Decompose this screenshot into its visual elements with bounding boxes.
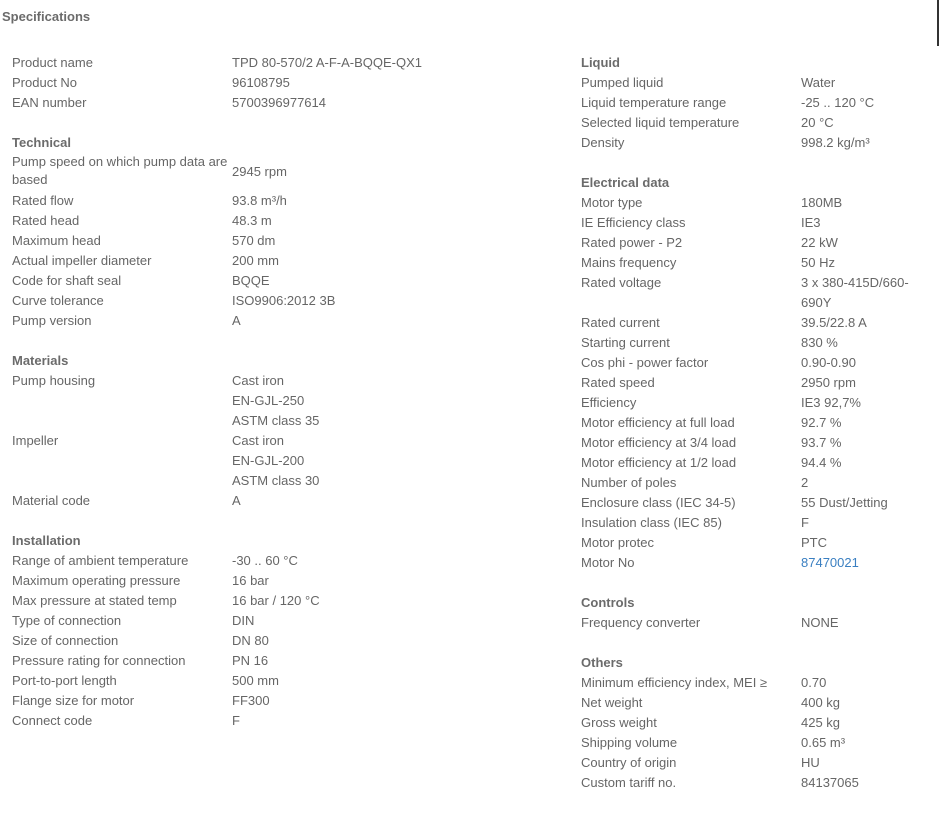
spec-label: Motor efficiency at 3/4 load <box>581 435 737 450</box>
spec-row <box>12 711 562 731</box>
spec-row <box>12 231 562 251</box>
spec-label: Frequency converter <box>581 615 701 630</box>
spec-label: Port-to-port length <box>12 673 117 688</box>
spec-label: Cos phi - power factor <box>581 355 709 370</box>
spec-row <box>12 651 562 671</box>
spec-value: 20 °C <box>801 115 834 130</box>
spec-row <box>581 613 939 633</box>
spec-value: 84137065 <box>801 775 859 790</box>
materials-title: Materials <box>12 353 69 368</box>
spec-row-material-code <box>12 491 562 511</box>
spec-value: PTC <box>801 535 827 550</box>
spec-value: 830 % <box>801 335 838 350</box>
spec-value: FF300 <box>232 693 270 708</box>
spec-row <box>581 393 939 413</box>
spec-value: 0.65 m³ <box>801 735 846 750</box>
spec-row <box>581 333 939 353</box>
technical-section <box>12 133 562 331</box>
spec-row <box>581 533 939 553</box>
spec-value: 425 kg <box>801 715 841 730</box>
others-title: Others <box>581 655 623 670</box>
spec-row-pump-housing <box>12 371 562 431</box>
spec-label: Pump housing <box>12 373 96 388</box>
spec-label: Material code <box>12 493 91 508</box>
spec-row <box>581 713 939 733</box>
spec-label: Flange size for motor <box>12 693 135 708</box>
spec-value: F <box>801 515 809 530</box>
spec-value-line: Cast iron <box>232 433 285 448</box>
spec-value: 200 mm <box>232 253 279 268</box>
spec-value: 22 kW <box>801 235 838 250</box>
spec-value-line: EN-GJL-200 <box>232 453 305 468</box>
spec-row <box>581 353 939 373</box>
spec-value: TPD 80-570/2 A-F-A-BQQE-QX1 <box>232 55 423 70</box>
spec-label: Curve tolerance <box>12 293 104 308</box>
spec-label: Product No <box>12 75 78 90</box>
spec-value-line: EN-GJL-250 <box>232 393 305 408</box>
spec-row <box>581 693 939 713</box>
spec-label: Number of poles <box>581 475 677 490</box>
spec-value: IE3 <box>801 215 821 230</box>
spec-row <box>12 73 562 93</box>
page-title: Specifications <box>2 9 91 24</box>
spec-row-motor-no <box>581 553 939 573</box>
spec-value: ISO9906:2012 3B <box>232 293 336 308</box>
electrical-section <box>581 173 939 573</box>
spec-row <box>581 213 939 233</box>
spec-label: Starting current <box>581 335 670 350</box>
spec-value: Water <box>801 75 836 90</box>
spec-label: Enclosure class (IEC 34-5) <box>581 495 736 510</box>
spec-row <box>12 551 562 571</box>
left-column <box>12 53 562 751</box>
spec-row <box>12 291 562 311</box>
spec-value: 400 kg <box>801 695 841 710</box>
spec-label: Range of ambient temperature <box>12 553 189 568</box>
spec-row <box>581 413 939 433</box>
spec-label: Minimum efficiency index, MEI ≥ <box>581 675 768 690</box>
spec-label: Code for shaft seal <box>12 273 122 288</box>
spec-value: 998.2 kg/m³ <box>801 135 870 150</box>
spec-value: IE3 92,7% <box>801 395 861 410</box>
spec-value: DN 80 <box>232 633 269 648</box>
spec-value: 2950 rpm <box>801 375 856 390</box>
spec-row <box>581 433 939 453</box>
spec-label: Size of connection <box>12 633 119 648</box>
spec-label: Connect code <box>12 713 93 728</box>
controls-section <box>581 593 939 633</box>
spec-label: Liquid temperature range <box>581 95 727 110</box>
spec-value: F <box>232 713 240 728</box>
spec-label: Motor type <box>581 195 643 210</box>
spec-row <box>12 611 562 631</box>
spec-row <box>12 53 562 73</box>
spec-label: Insulation class (IEC 85) <box>581 515 722 530</box>
spec-label: Rated speed <box>581 375 655 390</box>
spec-label: EAN number <box>12 95 87 110</box>
spec-row <box>581 373 939 393</box>
liquid-section <box>581 53 939 153</box>
spec-row <box>12 271 562 291</box>
spec-label: Motor efficiency at full load <box>581 415 735 430</box>
spec-value: 2945 rpm <box>232 164 287 179</box>
spec-label: Type of connection <box>12 613 122 628</box>
spec-value-line: ASTM class 35 <box>232 413 320 428</box>
spec-label: Max pressure at stated temp <box>12 593 177 608</box>
spec-label: Rated voltage <box>581 275 662 290</box>
spec-value: 48.3 m <box>232 213 272 228</box>
spec-value: 16 bar <box>232 573 269 588</box>
spec-row <box>12 191 562 211</box>
spec-value: 3 x 380-415D/660-690Y <box>801 275 909 310</box>
spec-row <box>12 691 562 711</box>
spec-value: 92.7 % <box>801 415 842 430</box>
spec-row <box>581 733 939 753</box>
spec-row <box>12 571 562 591</box>
spec-label: IE Efficiency class <box>581 215 686 230</box>
spec-label: Shipping volume <box>581 735 678 750</box>
spec-row <box>581 773 939 793</box>
motor-no-link[interactable]: 87470021 <box>801 555 859 570</box>
spec-value: PN 16 <box>232 653 269 668</box>
spec-label: Net weight <box>581 695 643 710</box>
spec-row <box>581 113 939 133</box>
spec-label: Mains frequency <box>581 255 677 270</box>
spec-value: NONE <box>801 615 839 630</box>
spec-value: 2 <box>801 475 809 490</box>
spec-row <box>12 93 562 113</box>
spec-value: 94.4 % <box>801 455 842 470</box>
electrical-title: Electrical data <box>581 175 670 190</box>
spec-label: Selected liquid temperature <box>581 115 740 130</box>
spec-row-pump-speed <box>12 153 562 191</box>
spec-row <box>581 93 939 113</box>
spec-row <box>12 591 562 611</box>
spec-row <box>581 73 939 93</box>
spec-value: A <box>232 493 241 508</box>
spec-value: 93.7 % <box>801 435 842 450</box>
spec-label: Rated flow <box>12 193 74 208</box>
spec-value: 180MB <box>801 195 843 210</box>
spec-label: Efficiency <box>581 395 637 410</box>
spec-value: 500 mm <box>232 673 279 688</box>
spec-row <box>581 273 939 313</box>
spec-label: Gross weight <box>581 715 657 730</box>
spec-row <box>12 671 562 691</box>
installation-title: Installation <box>12 533 81 548</box>
spec-label: Pump speed on which pump data are based <box>12 154 228 187</box>
spec-label: Country of origin <box>581 755 677 770</box>
spec-label: Maximum operating pressure <box>12 573 181 588</box>
installation-section <box>12 531 562 731</box>
spec-label: Maximum head <box>12 233 101 248</box>
spec-row <box>581 513 939 533</box>
spec-label: Motor efficiency at 1/2 load <box>581 455 737 470</box>
technical-title: Technical <box>12 135 72 150</box>
spec-value: 50 Hz <box>801 255 835 270</box>
materials-section <box>12 351 562 511</box>
spec-row <box>12 251 562 271</box>
spec-row <box>581 473 939 493</box>
spec-value: 0.90-0.90 <box>801 355 856 370</box>
spec-label: Product name <box>12 55 93 70</box>
spec-value: 16 bar / 120 °C <box>232 593 320 608</box>
spec-row <box>12 631 562 651</box>
spec-value <box>232 431 319 491</box>
spec-row <box>581 753 939 773</box>
spec-label: Custom tariff no. <box>581 775 677 790</box>
controls-title: Controls <box>581 595 635 610</box>
spec-row <box>581 253 939 273</box>
others-section <box>581 653 939 793</box>
spec-value: 5700396977614 <box>232 95 326 110</box>
spec-row <box>581 453 939 473</box>
spec-row <box>12 311 562 331</box>
spec-value: -25 .. 120 °C <box>801 95 875 110</box>
spec-value-line: Cast iron <box>232 373 285 388</box>
right-column <box>581 53 939 813</box>
spec-row <box>581 193 939 213</box>
spec-value: 93.8 m³/h <box>232 193 287 208</box>
spec-label: Motor No <box>581 555 635 570</box>
spec-row <box>581 673 939 693</box>
spec-label: Pump version <box>12 313 92 328</box>
spec-label: Rated head <box>12 213 80 228</box>
spec-row <box>581 493 939 513</box>
spec-label: Actual impeller diameter <box>12 253 152 268</box>
spec-label: Rated power - P2 <box>581 235 683 250</box>
spec-value: DIN <box>232 613 255 628</box>
liquid-title: Liquid <box>581 55 620 70</box>
spec-value: HU <box>801 755 820 770</box>
spec-value: 39.5/22.8 A <box>801 315 867 330</box>
spec-value: 0.70 <box>801 675 827 690</box>
spec-value-line: ASTM class 30 <box>232 473 320 488</box>
spec-label: Motor protec <box>581 535 654 550</box>
spec-value <box>232 371 319 431</box>
spec-row-impeller <box>12 431 562 491</box>
spec-value: A <box>232 313 241 328</box>
spec-label: Pressure rating for connection <box>12 653 186 668</box>
spec-label: Density <box>581 135 625 150</box>
spec-row <box>581 133 939 153</box>
spec-label: Pumped liquid <box>581 75 664 90</box>
spec-value: 570 dm <box>232 233 276 248</box>
spec-row <box>12 211 562 231</box>
spec-row <box>581 233 939 253</box>
spec-label: Rated current <box>581 315 660 330</box>
general-section <box>12 53 562 113</box>
spec-label: Impeller <box>12 433 59 448</box>
spec-value: BQQE <box>232 273 270 288</box>
spec-value: 96108795 <box>232 75 290 90</box>
spec-value: 55 Dust/Jetting <box>801 495 888 510</box>
spec-value: -30 .. 60 °C <box>232 553 298 568</box>
spec-row <box>581 313 939 333</box>
